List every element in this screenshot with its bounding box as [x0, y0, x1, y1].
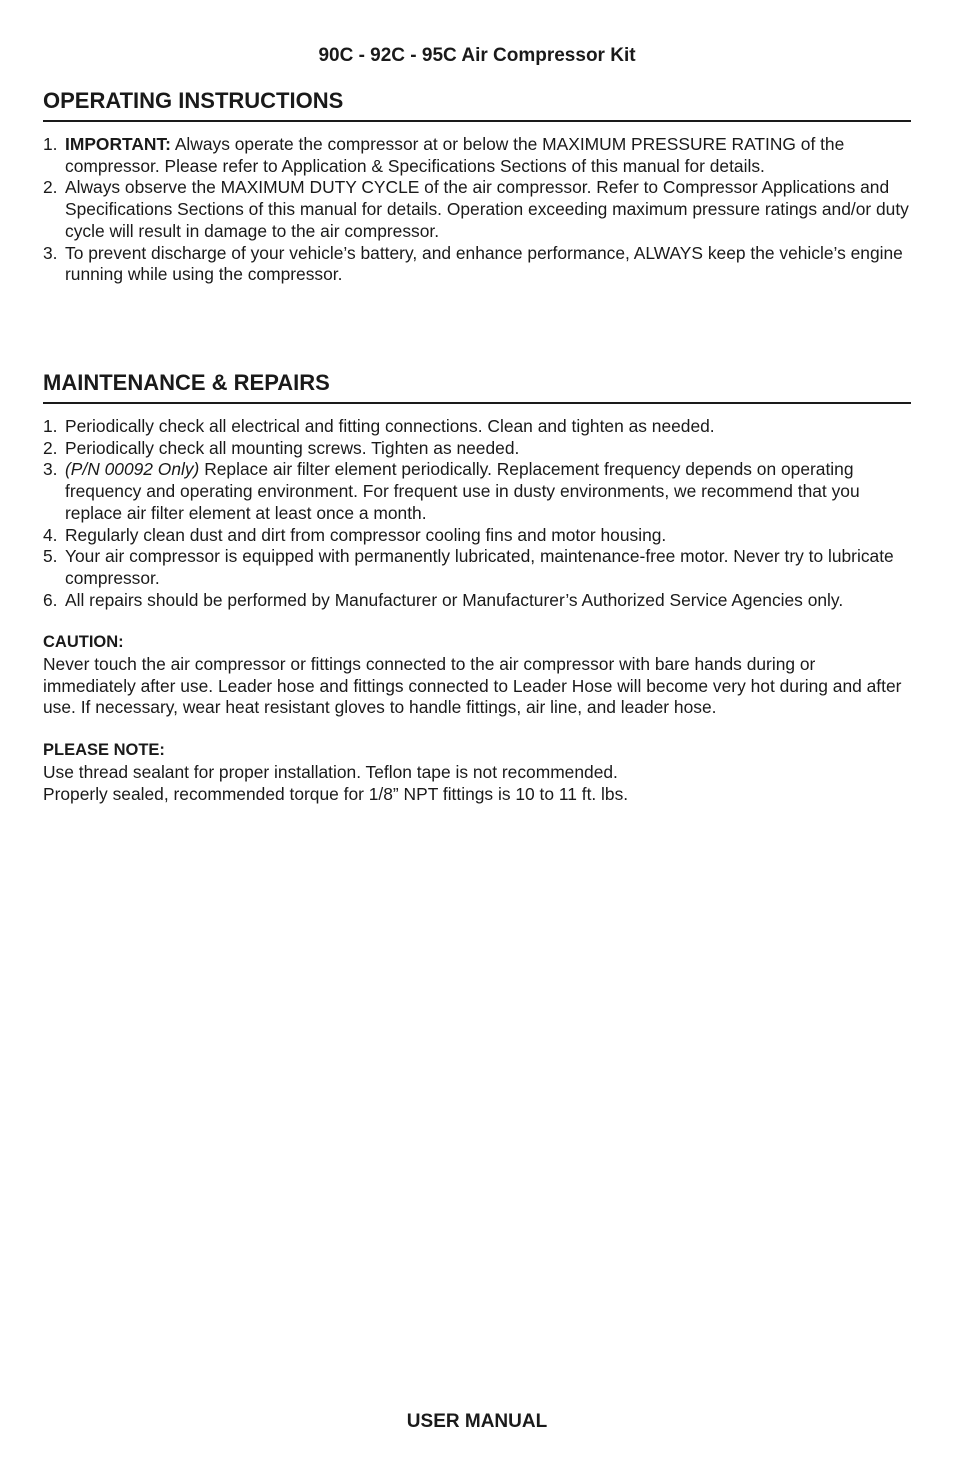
item-number: 3.: [43, 242, 58, 263]
footer-label: USER MANUAL: [406, 1411, 548, 1432]
item-text: Always observe the MAXIMUM DUTY CYCLE of the air compressor. Refer to Compressor Applications and Specifications Sections of this manual for details. Operation exceeding maximum pressure ratings and/or duty cycle will result in damage to the air compressor.: [65, 177, 909, 241]
please-note-line: Properly sealed, recommended torque for 1/8” NPT fittings is 10 to 11 ft. lbs.: [43, 783, 629, 804]
list-item: [43, 525, 911, 547]
list-item: [43, 134, 911, 177]
item-number: 6.: [43, 589, 58, 610]
item-text: Periodically check all electrical and fitting connections. Clean and tighten as needed.: [65, 416, 715, 436]
please-note-heading: PLEASE NOTE:: [43, 741, 165, 760]
item-number: 4.: [43, 524, 58, 545]
list-item: [43, 177, 911, 242]
item-text: Periodically check all mounting screws. Tighten as needed.: [65, 437, 520, 458]
list-item: [43, 459, 911, 524]
maintenance-repairs-section: [43, 370, 911, 805]
operating-instructions-list: [43, 134, 911, 286]
list-item: [43, 546, 911, 589]
please-note-line: Use thread sealant for proper installation. Teflon tape is not recommended.: [43, 761, 618, 782]
item-text: All repairs should be performed by Manufacturer or Manufacturer’s Authorized Service Agencies only.: [65, 589, 844, 610]
operating-instructions-section: [43, 88, 911, 286]
caution-text: Never touch the air compressor or fittings connected to the air compressor with bare hands during or immediately after use. Leader hose and fittings connected to Leader Hose will become very hot during and after use. If necessary, wear heat resistant gloves to handle fittings, air line, and leader hose.: [43, 654, 902, 718]
maintenance-repairs-list: [43, 416, 911, 611]
important-label: IMPORTANT:: [65, 134, 171, 154]
item-text: To prevent discharge of your vehicle’s battery, and enhance performance, ALWAYS keep the vehicle’s engine running while using the compressor.: [65, 242, 903, 285]
item-number: 2.: [43, 177, 58, 198]
operating-instructions-heading: OPERATING INSTRUCTIONS: [43, 88, 911, 122]
item-number: 2.: [43, 437, 58, 458]
part-number-note: (P/N 00092 Only): [65, 459, 200, 480]
list-item: [43, 243, 911, 286]
please-note-block: [43, 740, 911, 805]
item-number: 1.: [43, 416, 58, 436]
page-title: 90C - 92C - 95C Air Compressor Kit: [318, 45, 636, 66]
maintenance-repairs-heading: MAINTENANCE & REPAIRS: [43, 370, 911, 404]
item-text: Always operate the compressor at or below the MAXIMUM PRESSURE RATING of the compressor. Please refer to Application & Specifications Sections of this manual for details.: [65, 134, 845, 176]
caution-heading: CAUTION:: [43, 633, 124, 652]
list-item: [43, 416, 911, 438]
list-item: [43, 438, 911, 460]
item-number: 3.: [43, 459, 58, 480]
caution-block: [43, 632, 911, 719]
item-text: Replace air filter element periodically. Replacement frequency depends on operating frequency and operating environment. For frequent use in dusty environments, we recommend that you replace air filter element at least once a month.: [65, 459, 860, 523]
item-number: 5.: [43, 546, 58, 567]
item-text: Regularly clean dust and dirt from compressor cooling fins and motor housing.: [65, 524, 667, 545]
list-item: [43, 590, 911, 612]
item-text: Your air compressor is equipped with permanently lubricated, maintenance-free motor. Never try to lubricate compressor.: [65, 546, 894, 588]
item-number: 1.: [43, 134, 58, 154]
